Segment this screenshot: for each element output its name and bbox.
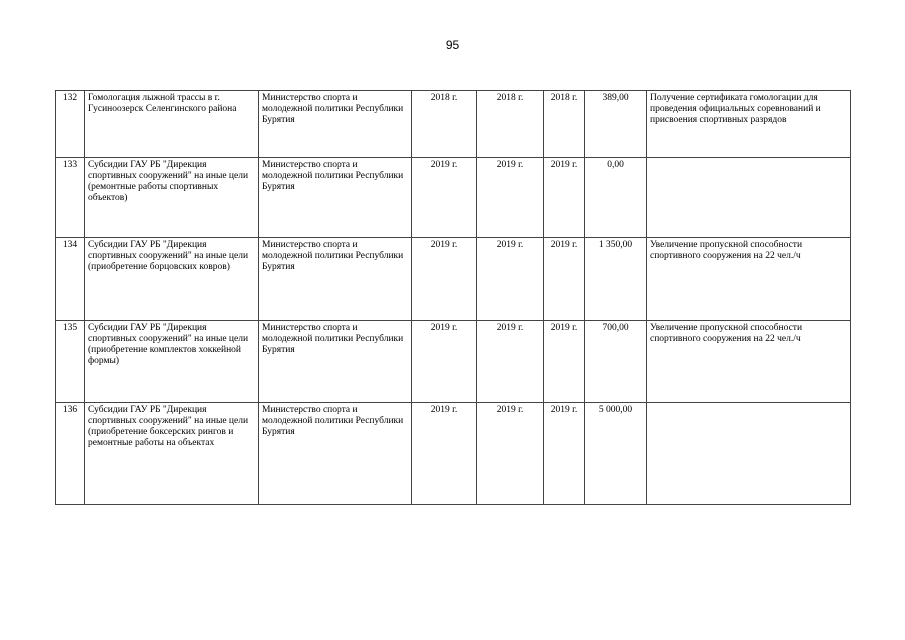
row-number: 136 bbox=[56, 403, 85, 505]
start-year: 2019 г. bbox=[412, 321, 477, 403]
expected-result: Увеличение пропускной способности спортивного сооружения на 22 чел./ч bbox=[647, 238, 851, 321]
financing-year: 2018 г. bbox=[544, 91, 585, 158]
financing-year: 2019 г. bbox=[544, 158, 585, 238]
expected-result: Увеличение пропускной способности спортивного сооружения на 22 чел./ч bbox=[647, 321, 851, 403]
financing-amount: 1 350,00 bbox=[585, 238, 647, 321]
responsible-executor: Министерство спорта и молодежной политики Республики Бурятия bbox=[259, 158, 412, 238]
end-year: 2019 г. bbox=[477, 158, 544, 238]
end-year: 2019 г. bbox=[477, 238, 544, 321]
row-number: 135 bbox=[56, 321, 85, 403]
start-year: 2018 г. bbox=[412, 91, 477, 158]
financing-amount: 5 000,00 bbox=[585, 403, 647, 505]
expected-result bbox=[647, 403, 851, 505]
responsible-executor: Министерство спорта и молодежной политики Республики Бурятия bbox=[259, 91, 412, 158]
table-row bbox=[56, 158, 851, 238]
start-year: 2019 г. bbox=[412, 158, 477, 238]
measure-name: Субсидии ГАУ РБ "Дирекция спортивных сооружений" на иные цели (ремонтные работы спортивных объектов) bbox=[85, 158, 259, 238]
financing-year: 2019 г. bbox=[544, 238, 585, 321]
financing-year: 2019 г. bbox=[544, 321, 585, 403]
end-year: 2018 г. bbox=[477, 91, 544, 158]
measure-name: Субсидии ГАУ РБ "Дирекция спортивных сооружений" на иные цели (приобретение борцовских ковров) bbox=[85, 238, 259, 321]
start-year: 2019 г. bbox=[412, 238, 477, 321]
expected-result bbox=[647, 158, 851, 238]
start-year: 2019 г. bbox=[412, 403, 477, 505]
financing-year: 2019 г. bbox=[544, 403, 585, 505]
table-row bbox=[56, 238, 851, 321]
table-row bbox=[56, 91, 851, 158]
financing-amount: 0,00 bbox=[585, 158, 647, 238]
row-number: 133 bbox=[56, 158, 85, 238]
table-row bbox=[56, 403, 851, 505]
measure-name: Субсидии ГАУ РБ "Дирекция спортивных сооружений" на иные цели (приобретение комплектов хоккейной формы) bbox=[85, 321, 259, 403]
measures-table bbox=[55, 90, 851, 505]
page-number: 95 bbox=[445, 38, 460, 52]
row-number: 134 bbox=[56, 238, 85, 321]
row-number: 132 bbox=[56, 91, 85, 158]
end-year: 2019 г. bbox=[477, 403, 544, 505]
expected-result: Получение сертификата гомологации для проведения официальных соревнований и присвоения спортивных разрядов bbox=[647, 91, 851, 158]
responsible-executor: Министерство спорта и молодежной политики Республики Бурятия bbox=[259, 238, 412, 321]
measure-name: Субсидии ГАУ РБ "Дирекция спортивных сооружений" на иные цели (приобретение боксерских рингов и ремонтные работы на объектах bbox=[85, 403, 259, 505]
end-year: 2019 г. bbox=[477, 321, 544, 403]
responsible-executor: Министерство спорта и молодежной политики Республики Бурятия bbox=[259, 321, 412, 403]
measure-name: Гомологация лыжной трассы в г. Гусиноозерск Селенгинского района bbox=[85, 91, 259, 158]
table-row bbox=[56, 321, 851, 403]
financing-amount: 700,00 bbox=[585, 321, 647, 403]
financing-amount: 389,00 bbox=[585, 91, 647, 158]
responsible-executor: Министерство спорта и молодежной политики Республики Бурятия bbox=[259, 403, 412, 505]
